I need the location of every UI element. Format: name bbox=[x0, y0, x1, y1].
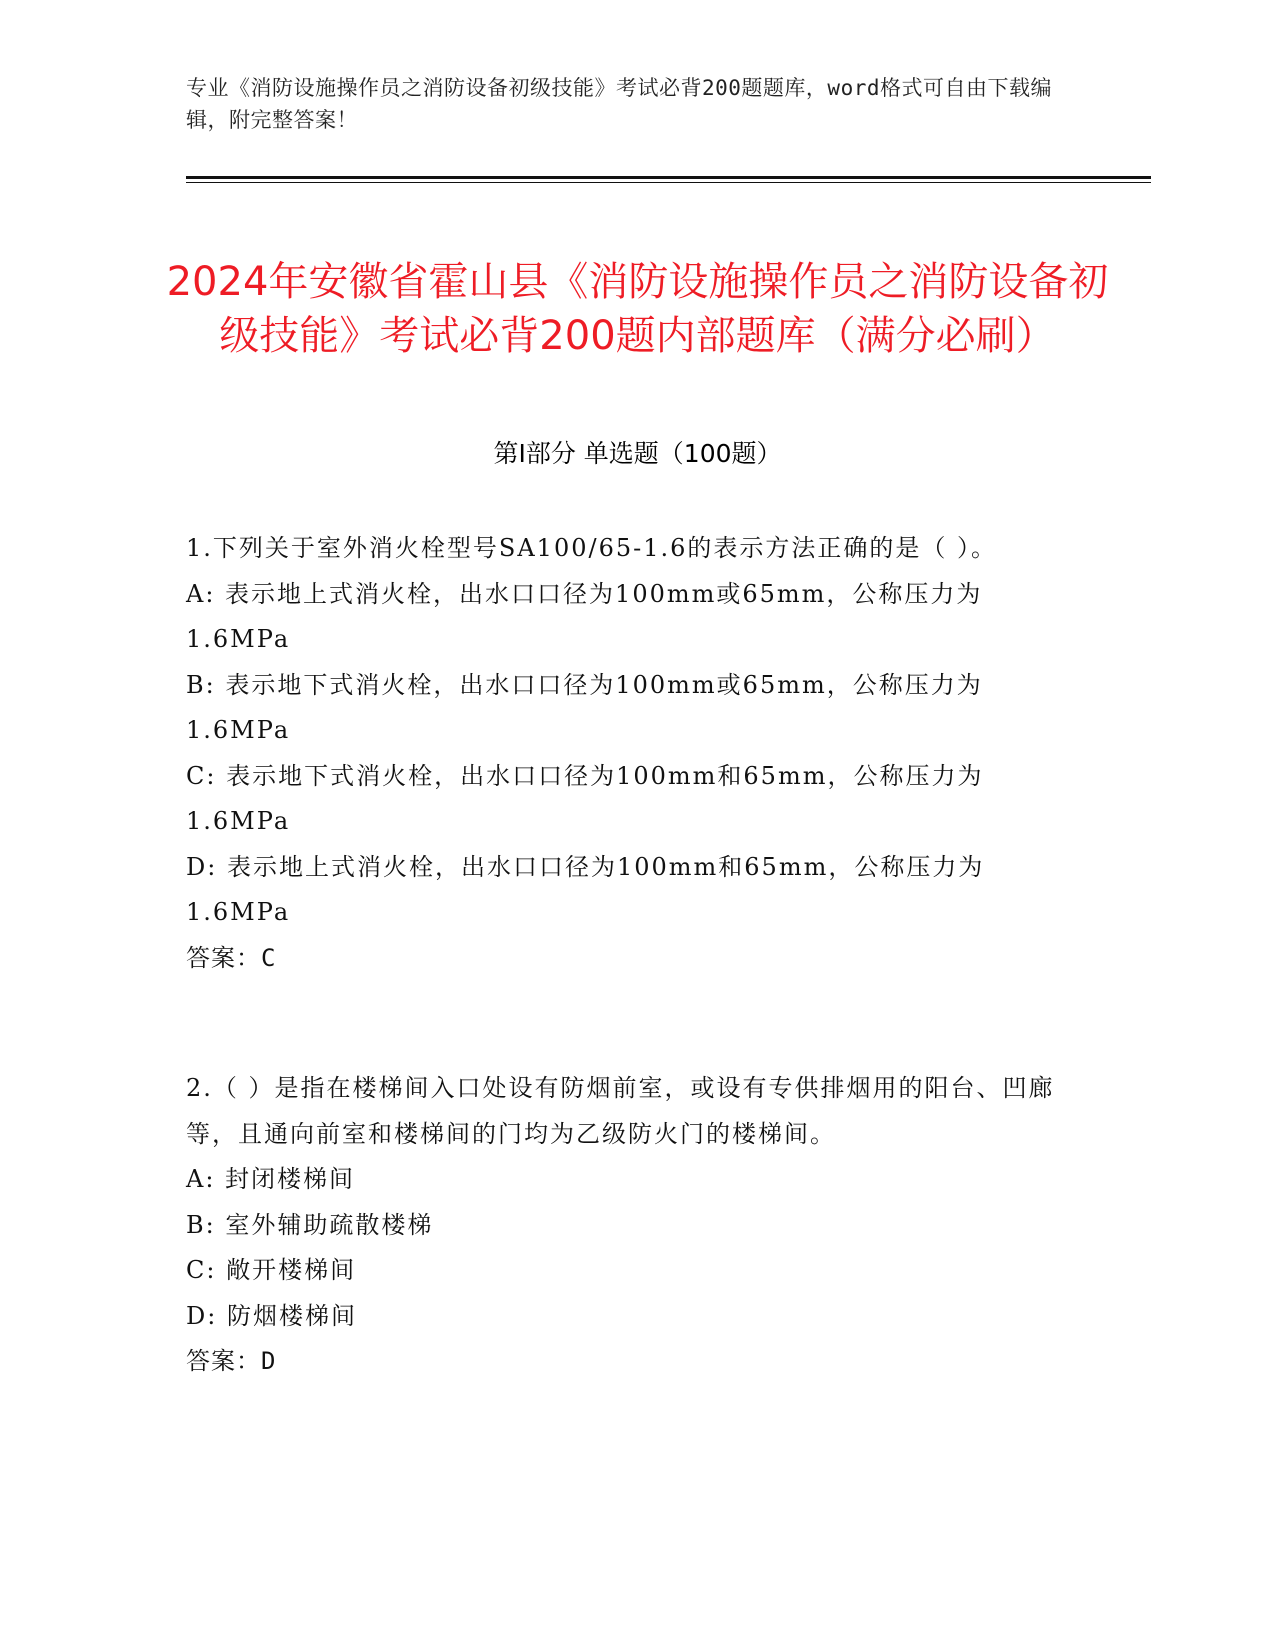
document-title: 2024年安徽省霍山县《消防设施操作员之消防设备初级技能》考试必背200题内部题库（满分必刷） bbox=[166, 258, 1109, 359]
option-d: D: 表示地上式消火栓，出水口口径为100mm和65mm，公称压力为1.6MPa bbox=[186, 852, 985, 926]
header-divider-thin bbox=[186, 182, 1151, 183]
option-b: B: 室外辅助疏散楼梯 bbox=[186, 1210, 434, 1239]
answer: 答案：D bbox=[186, 1347, 277, 1375]
question-stem: 2.（ ）是指在楼梯间入口处设有防烟前室，或设有专供排烟用的阳台、凹廊等，且通向前室和楼梯间的门均为乙级防火门的楼梯间。 bbox=[186, 1074, 1055, 1148]
question-stem: 1.下列关于室外消火栓型号SA100/65-1.6的表示方法正确的是（ ）。 bbox=[186, 534, 998, 562]
question-2 bbox=[186, 1066, 1066, 1385]
option-a: A: 表示地上式消火栓，出水口口径为100mm或65mm，公称压力为1.6MPa bbox=[186, 579, 983, 653]
option-b: B: 表示地下式消火栓，出水口口径为100mm或65mm，公称压力为1.6MPa bbox=[186, 670, 983, 744]
header-divider-thick bbox=[186, 176, 1151, 179]
option-a: A: 封闭楼梯间 bbox=[186, 1165, 356, 1193]
section-title: 第I部分 单选题（100题） bbox=[493, 439, 782, 468]
option-d: D: 防烟楼梯间 bbox=[186, 1301, 357, 1330]
option-c: C: 敞开楼梯间 bbox=[186, 1256, 357, 1284]
header-note: 专业《消防设施操作员之消防设备初级技能》考试必背200题题库，word格式可自由下载编辑，附完整答案！ bbox=[186, 76, 1052, 132]
option-c: C: 表示地下式消火栓，出水口口径为100mm和65mm，公称压力为1.6MPa bbox=[186, 761, 984, 835]
answer: 答案：C bbox=[186, 943, 277, 972]
question-1 bbox=[186, 526, 1066, 981]
